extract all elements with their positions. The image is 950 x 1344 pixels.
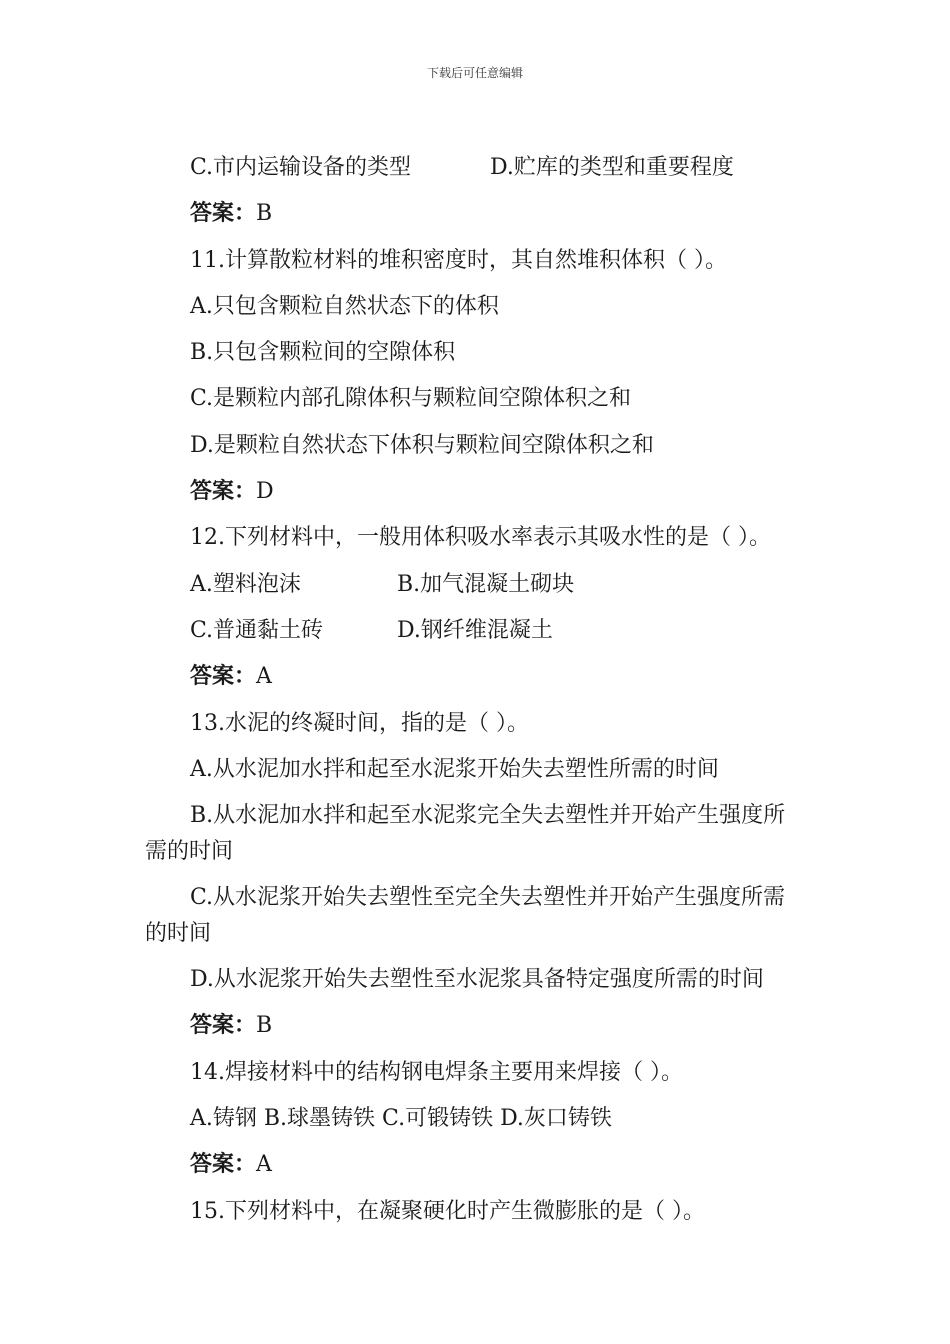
q12-options-row-2 xyxy=(190,608,830,654)
question-12-stem: 12.下列材料中，一般用体积吸水率表示其吸水性的是（ ）。 xyxy=(190,525,771,551)
option-d: D.贮库的类型和重要程度 xyxy=(490,155,734,180)
q13-option-c: C.从水泥浆开始失去塑性至完全失去塑性并开始产生强度所需的时间 xyxy=(145,885,786,947)
page-header: 下载后可任意编辑 xyxy=(426,66,523,80)
q11-option-a: A.只包含颗粒自然状态下的体积 xyxy=(190,293,499,319)
prev-options-row xyxy=(190,145,830,191)
answer-value: B xyxy=(256,201,273,227)
question-11-stem: 11.计算散粒材料的堆积密度时，其自然堆积体积（ ）。 xyxy=(190,247,727,273)
q13-option-a: A.从水泥加水拌和起至水泥浆开始失去塑性所需的时间 xyxy=(190,756,719,782)
q11-option-d: D.是颗粒自然状态下体积与颗粒间空隙体积之和 xyxy=(190,432,654,458)
answer-label: 答案： xyxy=(190,201,257,227)
q12-options-row-1 xyxy=(190,562,830,608)
q12-answer-row xyxy=(190,654,830,700)
q12-option-c: C.普通黏土砖 xyxy=(190,617,324,643)
answer-value: B xyxy=(256,1013,273,1039)
option-c: C.市内运输设备的类型 xyxy=(190,155,412,180)
q12-option-a: A.塑料泡沫 xyxy=(190,571,301,597)
answer-label: 答案： xyxy=(190,1013,257,1039)
q14-options: A.铸钢 B.球墨铸铁 C.可锻铸铁 D.灰口铸铁 xyxy=(190,1106,612,1132)
q11-answer-row xyxy=(190,469,830,515)
q11-option-b: B.只包含颗粒间的空隙体积 xyxy=(190,340,456,366)
q13-option-b: B.从水泥加水拌和起至水泥浆完全失去塑性并开始产生强度所需的时间 xyxy=(145,803,786,865)
q13-answer-row xyxy=(190,1003,830,1049)
q12-option-d: D.钢纤维混凝土 xyxy=(397,617,553,643)
answer-value: D xyxy=(256,479,274,505)
answer-value: A xyxy=(256,1152,272,1178)
q13-option-d: D.从水泥浆开始失去塑性至水泥浆具备特定强度所需的时间 xyxy=(190,967,764,993)
q12-option-b: B.加气混凝土砌块 xyxy=(397,571,575,597)
answer-value: A xyxy=(256,664,272,690)
question-15-stem: 15.下列材料中，在凝聚硬化时产生微膨胀的是（ ）。 xyxy=(190,1198,705,1224)
question-14-stem: 14.焊接材料中的结构钢电焊条主要用来焊接（ ）。 xyxy=(190,1059,683,1085)
answer-label: 答案： xyxy=(190,479,257,505)
answer-row xyxy=(190,191,830,237)
question-13-stem: 13.水泥的终凝时间，指的是（ ）。 xyxy=(190,710,529,736)
document-body xyxy=(145,145,830,1235)
answer-label: 答案： xyxy=(190,664,257,690)
q14-answer-row xyxy=(190,1142,830,1188)
answer-label: 答案： xyxy=(190,1152,257,1178)
q11-option-c: C.是颗粒内部孔隙体积与颗粒间空隙体积之和 xyxy=(190,386,632,412)
